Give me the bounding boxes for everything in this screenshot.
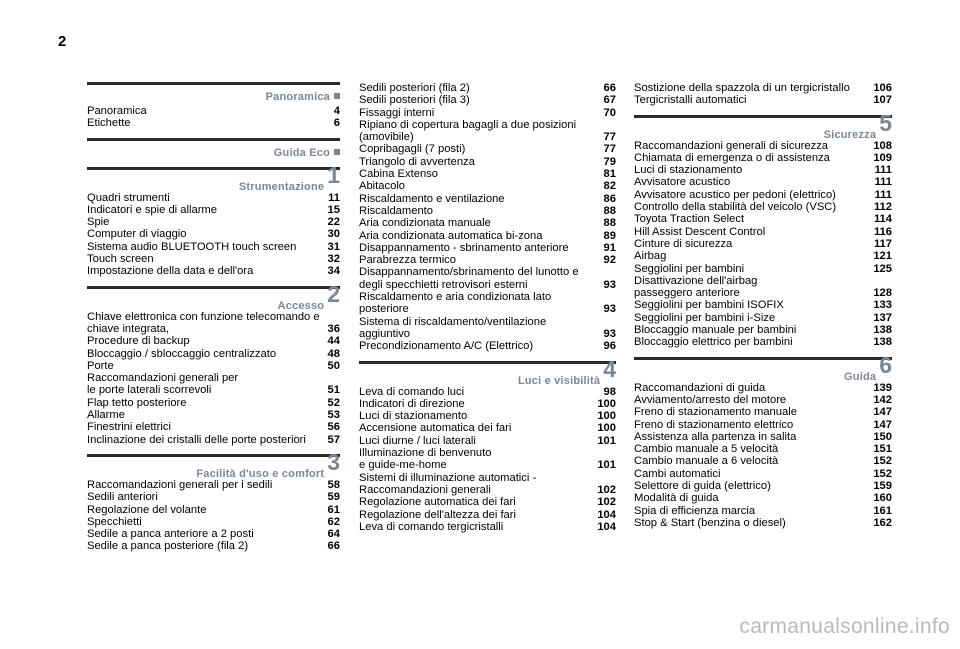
- toc-entry-label: Modalità di guida: [634, 492, 719, 505]
- toc-entry[interactable]: [359, 509, 616, 521]
- toc-entry-page: 89: [603, 229, 616, 242]
- toc-entry-label: Sistema audio BLUETOOTH touch screen: [87, 240, 297, 253]
- toc-entry-page: 22: [327, 216, 340, 229]
- toc-column-1: [87, 82, 340, 561]
- toc-entry[interactable]: [634, 406, 892, 418]
- toc-entry[interactable]: [87, 265, 340, 277]
- page-number: 2: [58, 33, 67, 50]
- toc-entry-page: 128: [873, 287, 892, 300]
- toc-entry-label: Chiave elettronica con funzione telecomando e chiave integrata,: [87, 310, 320, 335]
- toc-entry-page: 77: [603, 131, 616, 144]
- toc-entry-label: Controllo della stabilità del veicolo (VSC): [634, 201, 837, 214]
- toc-entry-label: Sedili posteriori (fila 3): [359, 94, 470, 107]
- toc-entry-page: 88: [603, 204, 616, 217]
- toc-entry[interactable]: [634, 480, 892, 492]
- toc-column-3: [634, 82, 892, 537]
- toc-entry[interactable]: [634, 250, 892, 262]
- toc-entry-label: Aria condizionata automatica bi-zona: [359, 229, 543, 242]
- toc-entry-label: Raccomandazioni di guida: [634, 381, 766, 394]
- toc-entry-page: 96: [603, 340, 616, 353]
- toc-entry-label: Procedure di backup: [87, 335, 190, 348]
- toc-section: [634, 82, 892, 107]
- toc-entry-page: 100: [597, 422, 616, 435]
- toc-entry-page: 101: [597, 434, 616, 447]
- toc-section: [87, 448, 340, 553]
- toc-entry-page: 52: [327, 396, 340, 409]
- toc-entry-label: Spie: [87, 216, 110, 229]
- toc-section: [87, 82, 340, 130]
- toc-entry[interactable]: [634, 324, 892, 336]
- toc-entry[interactable]: [87, 117, 340, 129]
- toc-entry-page: 133: [873, 299, 892, 312]
- toc-entry-page: 53: [327, 409, 340, 422]
- toc-entry-page: 58: [327, 478, 340, 491]
- toc-entry[interactable]: [634, 431, 892, 443]
- toc-entry-page: 32: [327, 253, 340, 266]
- toc-entry-page: 66: [603, 82, 616, 94]
- toc-entry-label: Cabina Extenso: [359, 168, 438, 181]
- toc-entry-label: Leva di comando luci: [359, 385, 465, 398]
- toc-entry-page: 11: [328, 191, 340, 204]
- toc-entry[interactable]: [87, 504, 340, 516]
- toc-entry-page: 31: [327, 240, 340, 253]
- toc-entry-label: Sostizione della spazzola di un tergicristallo: [634, 82, 850, 94]
- toc-entry-page: 51: [327, 384, 340, 397]
- toc-entry[interactable]: [87, 421, 340, 433]
- toc-entry[interactable]: [634, 443, 892, 455]
- toc-entry[interactable]: [634, 201, 892, 213]
- toc-entry-label: Abitacolo: [359, 180, 406, 193]
- toc-entry-page: 92: [603, 254, 616, 267]
- toc-entry-page: 62: [327, 515, 340, 528]
- toc-entry-label: Finestrini elettrici: [87, 421, 171, 434]
- toc-section: [87, 280, 340, 446]
- toc-entry[interactable]: [87, 409, 340, 421]
- toc-entry[interactable]: [634, 140, 892, 152]
- toc-entry-page: 138: [873, 324, 892, 337]
- toc-entry[interactable]: [634, 419, 892, 431]
- toc-entry[interactable]: [634, 176, 892, 188]
- toc-entry[interactable]: [634, 164, 892, 176]
- toc-entry-page: 160: [873, 492, 892, 505]
- toc-entry[interactable]: [359, 521, 616, 533]
- toc-entry-page: 100: [597, 410, 616, 423]
- toc-entry-label: Freno di stazionamento manuale: [634, 406, 797, 419]
- toc-entry[interactable]: [87, 397, 340, 409]
- toc-entry-page: 36: [327, 322, 340, 335]
- toc-section: [634, 109, 892, 349]
- toc-entry[interactable]: [359, 168, 616, 180]
- toc-entry-label: Seggiolini per bambini i-Size: [634, 311, 776, 324]
- toc-entry-label: Illuminazione di benvenuto e guide-me-home: [359, 447, 492, 472]
- toc-entry-label: Luci di stazionamento: [359, 410, 468, 423]
- toc-entry[interactable]: [634, 492, 892, 504]
- toc-entry-page: 70: [603, 106, 616, 119]
- toc-entry[interactable]: [87, 479, 340, 491]
- toc-entry[interactable]: [634, 468, 892, 480]
- toc-entry-label: Specchietti: [87, 515, 142, 528]
- toc-entry-label: Leva di comando tergicristalli: [359, 520, 504, 533]
- toc-entry-label: Quadri strumenti: [87, 191, 170, 204]
- toc-entry[interactable]: [359, 205, 616, 217]
- toc-entry-label: Impostazione della data e dell'ora: [87, 265, 254, 278]
- section-header: [87, 280, 340, 312]
- section-title: Strumentazione: [238, 180, 325, 193]
- toc-entry[interactable]: [359, 119, 616, 144]
- toc-entry-page: 93: [603, 303, 616, 316]
- toc-entry[interactable]: [634, 312, 892, 324]
- toc-entry[interactable]: [359, 242, 616, 254]
- toc-entry-label: Accensione automatica dei fari: [359, 422, 512, 435]
- section-title: Sicurezza: [823, 128, 877, 141]
- toc-entry-page: 137: [873, 311, 892, 324]
- toc-entry-label: Allarme: [87, 409, 125, 422]
- toc-entry[interactable]: [87, 348, 340, 360]
- section-header: [87, 82, 340, 103]
- section-title: Panoramica: [265, 91, 330, 103]
- toc-entry-page: 82: [603, 180, 616, 193]
- toc-entry-page: 114: [873, 213, 892, 226]
- toc-entry-page: 138: [873, 336, 892, 349]
- toc-entry-page: 50: [327, 359, 340, 372]
- toc-entry[interactable]: [359, 472, 616, 497]
- toc-entry-page: 104: [597, 508, 616, 521]
- toc-entry-page: 34: [327, 265, 340, 278]
- toc-entry-label: Assistenza alla partenza in salita: [634, 430, 797, 443]
- section-number: 1: [327, 161, 340, 188]
- toc-entry-page: 30: [327, 228, 340, 241]
- toc-entry-page: 107: [873, 94, 892, 107]
- toc-entry-label: Aria condizionata manuale: [359, 217, 491, 230]
- toc-entry[interactable]: [359, 316, 616, 341]
- toc-entry-label: Cambio manuale a 5 velocità: [634, 443, 779, 456]
- section-title: Guida: [844, 370, 877, 383]
- toc-entry[interactable]: [87, 216, 340, 228]
- toc-entry[interactable]: [359, 435, 616, 447]
- toc-entry-label: Indicatori e spie di allarme: [87, 203, 217, 216]
- toc-entry-label: Cambio manuale a 6 velocità: [634, 455, 779, 468]
- toc-entry-label: Precondizionamento A/C (Elettrico): [359, 340, 534, 353]
- toc-entry[interactable]: [359, 193, 616, 205]
- toc-entry-page: 142: [873, 393, 892, 406]
- toc-entry-label: Hill Assist Descent Control: [634, 225, 766, 238]
- toc-entry[interactable]: [634, 263, 892, 275]
- toc-entry[interactable]: [359, 217, 616, 229]
- toc-entry-label: Luci diurne / luci laterali: [359, 434, 476, 447]
- toc-entry-page: 66: [327, 540, 340, 553]
- toc-entry[interactable]: [359, 180, 616, 192]
- toc-entry-label: Bloccaggio manuale per bambini: [634, 324, 797, 337]
- toc-entry-label: Sedili posteriori (fila 2): [359, 82, 470, 94]
- toc-entry[interactable]: [359, 266, 616, 291]
- toc-entry[interactable]: [87, 491, 340, 503]
- toc-entry-page: 102: [597, 496, 616, 509]
- toc-entry-label: Parabrezza termico: [359, 254, 456, 267]
- toc-entry-label: Airbag: [634, 250, 667, 263]
- toc-entry-label: Copribagagli (7 posti): [359, 143, 466, 156]
- toc-entry-label: Chiamata di emergenza o di assistenza: [634, 151, 830, 164]
- toc-entry[interactable]: [634, 455, 892, 467]
- section-number: 3: [327, 448, 340, 475]
- toc-entry-label: Cinture di sicurezza: [634, 237, 733, 250]
- toc-entry-label: Avviamento/arresto del motore: [634, 393, 787, 406]
- toc-entry-page: 100: [597, 397, 616, 410]
- toc-entry[interactable]: [87, 204, 340, 216]
- toc-entry-label: Regolazione automatica dei fari: [359, 496, 516, 509]
- toc-entry[interactable]: [87, 241, 340, 253]
- toc-entry-page: 59: [327, 491, 340, 504]
- toc-entry-label: Riscaldamento e ventilazione: [359, 192, 505, 205]
- toc-entry-page: 109: [873, 151, 892, 164]
- toc-entry-label: Fissaggi interni: [359, 106, 435, 119]
- toc-entry[interactable]: [359, 82, 616, 94]
- toc-entry-page: 6: [333, 117, 340, 130]
- toc-entry[interactable]: [359, 254, 616, 266]
- toc-entry-label: Stop & Start (benzina o diesel): [634, 516, 786, 529]
- toc-entry-label: Sistema di riscaldamento/ventilazione aggiuntivo: [359, 315, 547, 340]
- toc-entry[interactable]: [87, 516, 340, 528]
- toc-entry[interactable]: [87, 360, 340, 372]
- toc-entry-label: Porte: [87, 359, 114, 372]
- toc-entry-label: Riscaldamento e aria condizionata lato posteriore: [359, 291, 552, 316]
- toc-entry-page: 117: [873, 237, 892, 250]
- toc-entry[interactable]: [359, 386, 616, 398]
- toc-entry-label: Sistemi di illuminazione automatici - Raccomandazioni generali: [359, 471, 537, 496]
- toc-entry-page: 121: [873, 250, 892, 263]
- toc-entry-label: Tergicristalli automatici: [634, 94, 747, 107]
- toc-entry-label: Triangolo di avvertenza: [359, 155, 475, 168]
- toc-entry-page: 93: [603, 278, 616, 291]
- watermark: carmanualsonline.info: [739, 615, 950, 638]
- toc-entry-label: Spia di efficienza marcia: [634, 504, 756, 517]
- toc-entry-page: 4: [333, 105, 340, 117]
- toc-entry[interactable]: [634, 382, 892, 394]
- toc-entry[interactable]: [359, 447, 616, 472]
- toc-entry-label: Seggiolini per bambini: [634, 262, 745, 275]
- toc-entry[interactable]: [634, 82, 892, 94]
- toc-entry-label: Sedile a panca anteriore a 2 posti: [87, 528, 254, 541]
- toc-section: [87, 138, 340, 159]
- toc-entry[interactable]: [359, 398, 616, 410]
- toc-entry-label: Ripiano di copertura bagagli a due posizioni (amovibile): [359, 118, 577, 144]
- toc-entry-page: 111: [874, 188, 892, 201]
- toc-entry-page: 150: [873, 430, 892, 443]
- toc-entry[interactable]: [634, 517, 892, 529]
- toc-entry-page: 77: [603, 143, 616, 156]
- toc-entry[interactable]: [359, 410, 616, 422]
- toc-entry-label: Flap tetto posteriore: [87, 396, 187, 409]
- toc-entry[interactable]: [87, 105, 340, 117]
- toc-entry-page: 102: [597, 483, 616, 496]
- toc-entry[interactable]: [359, 291, 616, 316]
- toc-entry-label: Inclinazione dei cristalli delle porte posteriori: [87, 433, 306, 446]
- toc-entry-label: Bloccaggio elettrico per bambini: [634, 336, 793, 349]
- toc-entry-page: 57: [327, 433, 340, 446]
- toc-entry-label: Disappannamento - sbrinamento anteriore: [359, 241, 569, 254]
- toc-entry[interactable]: [87, 372, 340, 397]
- toc-entry-page: 152: [873, 455, 892, 468]
- toc-entry-page: 159: [873, 480, 892, 493]
- toc-entry-label: Disattivazione dell'airbag passeggero anteriore: [634, 274, 758, 300]
- toc-entry-label: Sedile a panca posteriore (fila 2): [87, 540, 249, 553]
- toc-entry-page: 108: [873, 139, 892, 152]
- section-number: 5: [879, 109, 892, 136]
- toc-entry-page: 151: [873, 443, 892, 456]
- toc-entry[interactable]: [87, 311, 340, 336]
- toc-entry[interactable]: [87, 192, 340, 204]
- toc-entry-label: Avvisatore acustico: [634, 176, 731, 189]
- toc-entry-label: Touch screen: [87, 253, 154, 266]
- toc-entry[interactable]: [634, 94, 892, 106]
- section-header: [87, 138, 340, 159]
- toc-entry-label: Riscaldamento: [359, 204, 433, 217]
- toc-entry-label: Bloccaggio / sbloccaggio centralizzato: [87, 347, 277, 360]
- toc-entry[interactable]: [634, 189, 892, 201]
- toc-entry-page: 139: [873, 381, 892, 394]
- toc-entry-page: 147: [873, 406, 892, 419]
- toc-entry-label: Panoramica: [87, 105, 147, 117]
- toc-entry-page: 111: [874, 164, 892, 177]
- toc-entry-label: Disappannamento/sbrinamento del lunotto e degli specchietti retrovisori esterni: [359, 266, 579, 291]
- toc-section: [634, 351, 892, 530]
- toc-entry[interactable]: [359, 156, 616, 168]
- section-number: 2: [327, 280, 340, 307]
- toc-entry-page: 93: [603, 327, 616, 340]
- toc-entry[interactable]: [87, 253, 340, 265]
- toc-entry-page: 116: [873, 225, 892, 238]
- toc-entry[interactable]: [634, 226, 892, 238]
- toc-column-2: [359, 82, 616, 541]
- toc-entry[interactable]: [634, 152, 892, 164]
- toc-entry[interactable]: [634, 299, 892, 311]
- toc-entry-page: 81: [603, 168, 616, 181]
- toc-entry-page: 125: [873, 262, 892, 275]
- toc-entry[interactable]: [359, 496, 616, 508]
- toc-entry-page: 86: [603, 192, 616, 205]
- toc-entry-label: Selettore di guida (elettrico): [634, 480, 771, 493]
- toc-entry-page: 79: [603, 155, 616, 168]
- toc-entry-label: Regolazione dell'altezza dei fari: [359, 508, 516, 521]
- toc-entry-page: 48: [327, 347, 340, 360]
- toc-section: [359, 355, 616, 534]
- toc-entry-page: 67: [603, 94, 616, 107]
- toc-entry-page: 112: [873, 201, 892, 214]
- toc-entry-page: 104: [597, 520, 616, 533]
- toc-entry-label: Luci di stazionamento: [634, 164, 743, 177]
- toc-entry-page: 162: [873, 516, 892, 529]
- section-title: Facilità d'uso e comfort: [196, 467, 325, 480]
- toc-section: [359, 82, 616, 353]
- toc-entry-label: Freno di stazionamento elettrico: [634, 418, 794, 431]
- toc-entry-page: 91: [603, 241, 616, 254]
- toc-entry-label: Raccomandazioni generali di sicurezza: [634, 139, 829, 152]
- section-header: [359, 355, 616, 387]
- toc-entry[interactable]: [359, 230, 616, 242]
- section-number: 6: [879, 351, 892, 378]
- toc-entry[interactable]: [359, 94, 616, 106]
- toc-entry[interactable]: [634, 213, 892, 225]
- section-title: Guida Eco: [273, 146, 330, 159]
- toc-entry-page: 152: [873, 467, 892, 480]
- toc-entry[interactable]: [359, 107, 616, 119]
- toc-entry[interactable]: [87, 528, 340, 540]
- toc-entry-page: 101: [597, 459, 616, 472]
- toc-entry-label: Cambi automatici: [634, 467, 721, 480]
- toc-entry[interactable]: [634, 336, 892, 348]
- toc-entry-page: 61: [327, 503, 340, 516]
- toc-entry[interactable]: [87, 228, 340, 240]
- toc-entry-label: Regolazione del volante: [87, 503, 207, 516]
- toc-entry-page: 64: [327, 528, 340, 541]
- section-number: 4: [603, 355, 616, 382]
- toc-entry-page: 15: [327, 203, 340, 216]
- square-bullet-icon: [334, 149, 340, 155]
- section-title: Accesso: [277, 299, 325, 312]
- toc-entry-page: 111: [874, 176, 892, 189]
- toc-entry-page: 147: [873, 418, 892, 431]
- toc-entry-label: Raccomandazioni generali per i sedili: [87, 478, 273, 491]
- section-title: Luci e visibilità: [517, 374, 601, 387]
- toc-entry[interactable]: [359, 143, 616, 155]
- square-bullet-icon: [334, 93, 340, 99]
- toc-entry[interactable]: [634, 394, 892, 406]
- toc-entry[interactable]: [634, 505, 892, 517]
- section-header: [87, 161, 340, 193]
- toc-entry-page: 56: [327, 421, 340, 434]
- toc-entry[interactable]: [634, 275, 892, 300]
- toc-entry[interactable]: [359, 340, 616, 352]
- toc-entry-label: Indicatori di direzione: [359, 397, 465, 410]
- toc-entry-label: Avvisatore acustico per pedoni (elettrico): [634, 188, 836, 201]
- toc-entry-label: Etichette: [87, 117, 131, 130]
- toc-section: [87, 161, 340, 278]
- toc-entry-page: 44: [327, 335, 340, 348]
- toc-entry-label: Seggiolini per bambini ISOFIX: [634, 299, 784, 312]
- toc-entry-label: Computer di viaggio: [87, 228, 187, 241]
- toc-entry-page: 106: [873, 82, 892, 94]
- toc-entry[interactable]: [87, 540, 340, 552]
- section-header: [634, 351, 892, 383]
- toc-entry-label: Toyota Traction Select: [634, 213, 745, 226]
- toc-entry[interactable]: [634, 238, 892, 250]
- toc-entry[interactable]: [87, 335, 340, 347]
- toc-entry[interactable]: [87, 434, 340, 446]
- toc-entry-page: 98: [603, 385, 616, 398]
- toc-entry[interactable]: [359, 422, 616, 434]
- toc-entry-label: Raccomandazioni generali per le porte laterali scorrevoli: [87, 372, 239, 397]
- toc-entry-page: 88: [603, 217, 616, 230]
- toc-entry-page: 161: [873, 504, 892, 517]
- toc-entry-label: Sedili anteriori: [87, 491, 158, 504]
- section-header: [87, 448, 340, 480]
- section-header: [634, 109, 892, 141]
